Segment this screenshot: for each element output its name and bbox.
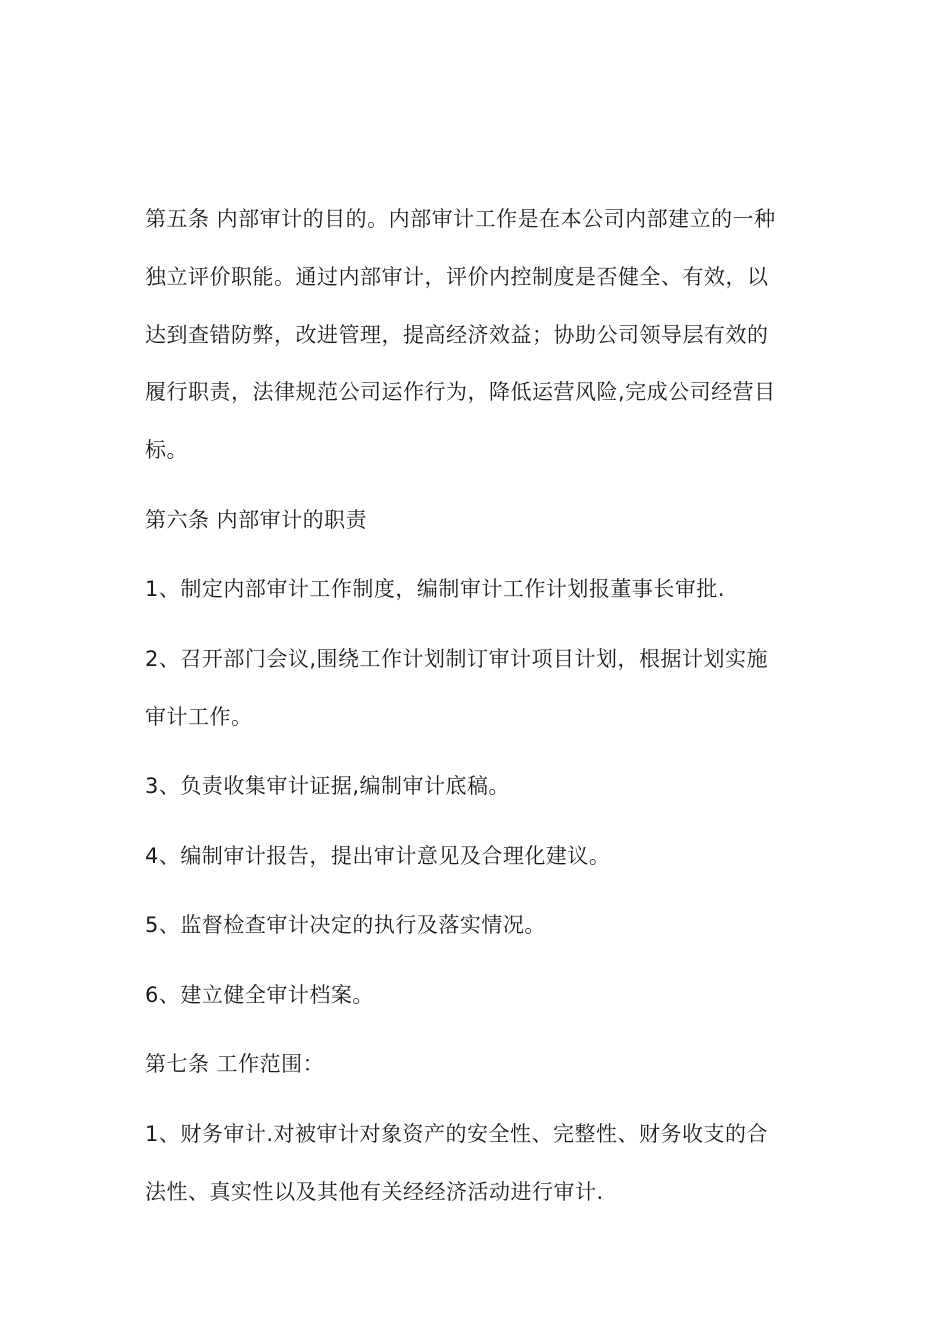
list-item: 6、建立健全审计档案。 <box>145 983 374 1007</box>
paragraph-line: 独立评价职能。通过内部审计，评价内控制度是否健全、有效，以 <box>145 265 769 289</box>
list-item: 1、财务审计.对被审计对象资产的安全性、完整性、财务收支的合 <box>145 1122 769 1146</box>
paragraph-line: 第五条 内部审计的目的。内部审计工作是在本公司内部建立的一种 <box>145 207 776 231</box>
paragraph-line: 达到查错防弊，改进管理，提高经济效益；协助公司领导层有效的 <box>145 323 769 347</box>
section-heading: 第七条 工作范围： <box>145 1052 325 1076</box>
list-item: 3、负责收集审计证据,编制审计底稿。 <box>145 774 511 798</box>
paragraph-line: 标。 <box>145 438 188 462</box>
list-item: 5、监督检查审计决定的执行及落实情况。 <box>145 913 546 937</box>
list-item-continuation: 审计工作。 <box>145 705 253 729</box>
list-item: 1、制定内部审计工作制度，编制审计工作计划报董事长审批. <box>145 577 726 601</box>
section-heading: 第六条 内部审计的职责 <box>145 508 368 532</box>
list-item-continuation: 法性、真实性以及其他有关经经济活动进行审计. <box>145 1180 604 1204</box>
list-item: 4、编制审计报告，提出审计意见及合理化建议。 <box>145 844 611 868</box>
paragraph-line: 履行职责，法律规范公司运作行为，降低运营风险,完成公司经营目 <box>145 380 776 404</box>
list-item: 2、召开部门会议,围绕工作计划制订审计项目计划，根据计划实施 <box>145 647 769 671</box>
